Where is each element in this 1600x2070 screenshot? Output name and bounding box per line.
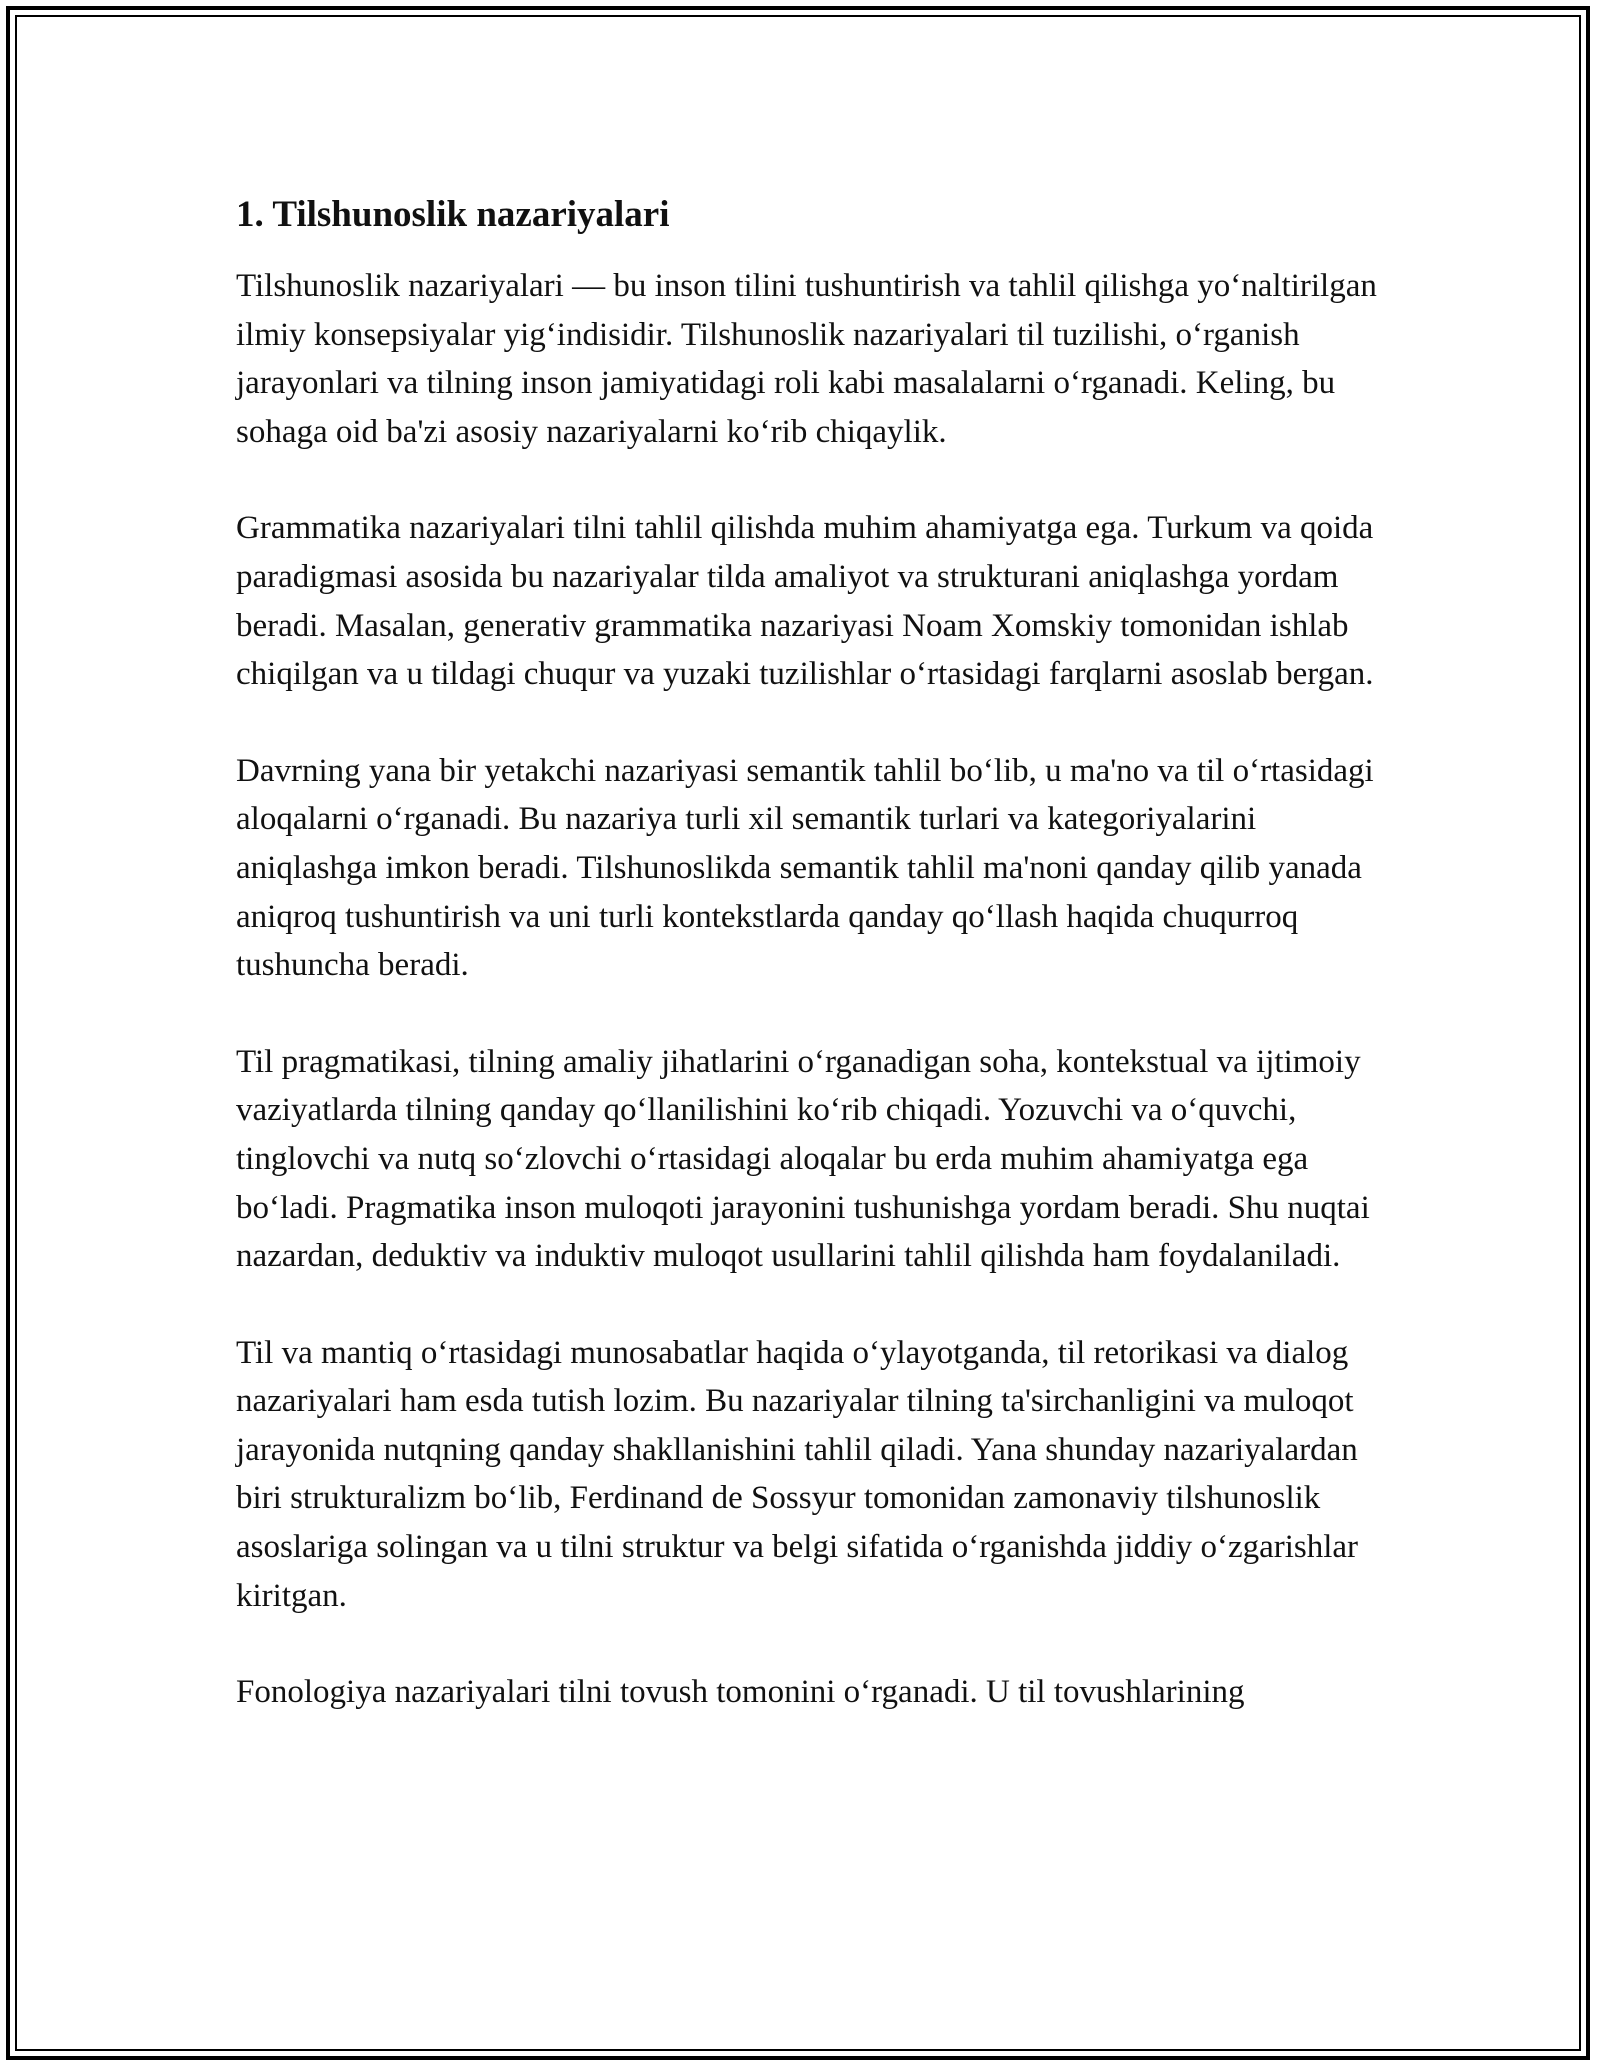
paragraph-intro: Tilshunoslik nazariyalari — bu inson tilini tushuntirish va tahlil qilishga yo‘naltirilgan ilmiy konsepsiyalar yig‘indisidir. Tilshunoslik nazariyalari til tuzilishi, o‘rganish jarayonlari va tilning inson jamiyatidagi roli kabi masalalarni o‘rganadi. Keling, bu sohaga oid ba'zi asosiy nazariyalarni ko‘rib chiqaylik.	[236, 268, 1377, 450]
paragraph-phonology: Fonologiya nazariyalari tilni tovush tomonini o‘rganadi. U til tovushlarining	[236, 1674, 1245, 1711]
paragraph-rhetoric-structuralism: Til va mantiq o‘rtasidagi munosabatlar haqida o‘ylayotganda, til retorikasi va dialog nazariyalari ham esda tutish lozim. Bu nazariyalar tilning ta'sirchanligini va muloqot jarayonida nutqning qanday shakllanishini tahlil qiladi. Yana shunday nazariyalardan biri strukturalizm bo‘lib, Ferdinand de Sossyur tomonidan zamonaviy tilshunoslik asoslariga solingan va u tilni struktur va belgi sifatida o‘rganishda jiddiy o‘zgarishlar kiritgan.	[236, 1334, 1359, 1614]
paragraph-grammar: Grammatika nazariyalari tilni tahlil qilishda muhim ahamiyatga ega. Turkum va qoida paradigmasi asosida bu nazariyalar tilda amaliyot va strukturani aniqlashga yordam beradi. Masalan, generativ grammatika nazariyasi Noam Xomskiy tomonidan ishlab chiqilgan va u tildagi chuqur va yuzaki tuzilishlar o‘rtasidagi farqlarni asoslab bergan.	[236, 510, 1374, 693]
paragraph-pragmatics: Til pragmatikasi, tilning amaliy jihatlarini o‘rganadigan soha, kontekstual va ijtimoiy vaziyatlarda tilning qanday qo‘llanilishini ko‘rib chiqadi. Yozuvchi va o‘quvchi, tinglovchi va nutq so‘zlovchi o‘rtasidagi aloqalar bu erda muhim ahamiyatga ega bo‘ladi. Pragmatika inson muloqoti jarayonini tushunishga yordam beradi. Shu nuqtai nazardan, deduktiv va induktiv muloqot usullarini tahlil qilishda ham foydalaniladi.	[236, 1043, 1370, 1275]
section-heading: 1. Tilshunoslik nazariyalari	[236, 194, 670, 235]
document-body	[236, 186, 1386, 1765]
paragraph-semantics: Davrning yana bir yetakchi nazariyasi semantik tahlil bo‘lib, u ma'no va til o‘rtasidagi aloqalarni o‘rganadi. Bu nazariya turli xil semantik turlari va kategoriyalarini aniqlashga imkon beradi. Tilshunoslikda semantik tahlil ma'noni qanday qilib yanada aniqroq tushuntirish va uni turli kontekstlarda qanday qo‘llash haqida chuqurroq tushuncha beradi.	[236, 752, 1374, 984]
